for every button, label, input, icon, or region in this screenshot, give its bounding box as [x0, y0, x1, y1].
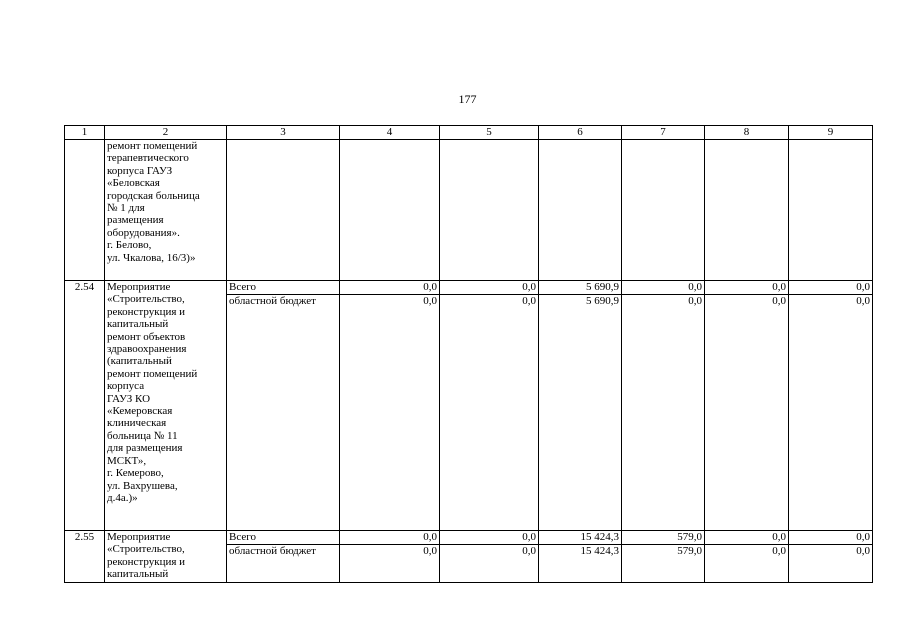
- value-cell: 0,0: [340, 295, 440, 309]
- value-cell: 15 424,3: [539, 545, 622, 559]
- empty-cell: [440, 559, 539, 583]
- funding-source-cell: областной бюджет: [227, 295, 340, 309]
- description-line: ГАУЗ КО: [107, 392, 151, 405]
- budget-table: [64, 125, 873, 583]
- column-header: 1: [65, 126, 105, 140]
- column-header: 4: [340, 126, 440, 140]
- description-line: здравоохранения: [107, 343, 187, 356]
- description-line: Мероприятие: [107, 281, 171, 293]
- page-number: 177: [458, 92, 477, 106]
- column-number-row: [65, 126, 873, 140]
- description-line: для размещения: [107, 442, 183, 455]
- value-cell: 0,0: [789, 295, 873, 309]
- description-line: капитальный: [107, 568, 169, 581]
- value-cell: 0,0: [705, 545, 789, 559]
- column-header: 7: [622, 126, 705, 140]
- value-cell: 0,0: [440, 545, 539, 559]
- description-cell: [105, 281, 227, 531]
- description-line: ул. Чкалова, 16/3)»: [107, 251, 196, 264]
- empty-cell: [622, 559, 705, 583]
- description-line: ул. Вахрушева,: [107, 479, 178, 492]
- value-cell: 0,0: [789, 531, 873, 545]
- empty-cell: [539, 140, 622, 281]
- value-cell: 0,0: [789, 545, 873, 559]
- description-line: (капитальный: [107, 355, 172, 368]
- continuation-row: [65, 140, 873, 281]
- funding-source-cell: областной бюджет: [227, 545, 340, 559]
- value-cell: 5 690,9: [539, 295, 622, 309]
- description-line: реконструкция и: [107, 555, 186, 568]
- funding-source-cell: Всего: [227, 281, 340, 295]
- description-line: МСКТ»,: [107, 454, 147, 467]
- value-cell: 0,0: [705, 531, 789, 545]
- empty-cell: [340, 559, 440, 583]
- description-cell: [105, 531, 227, 583]
- empty-cell: [340, 140, 440, 281]
- value-cell: 0,0: [622, 281, 705, 295]
- value-cell: 0,0: [789, 281, 873, 295]
- value-cell: 0,0: [440, 295, 539, 309]
- value-cell: 0,0: [705, 281, 789, 295]
- description-line: капитальный: [107, 318, 169, 331]
- column-header: 9: [789, 126, 873, 140]
- empty-cell: [705, 140, 789, 281]
- row-number-cell: 2.55: [65, 531, 105, 583]
- empty-cell: [539, 559, 622, 583]
- description-line: «Строительство,: [107, 543, 185, 556]
- value-cell: 0,0: [622, 295, 705, 309]
- description-line: «Кемеровская: [107, 405, 173, 418]
- empty-cell: [440, 309, 539, 531]
- description-line: оборудования».: [107, 226, 180, 239]
- description-line: размещения: [107, 214, 164, 227]
- empty-cell: [622, 309, 705, 531]
- description-line: клиническая: [107, 417, 167, 430]
- empty-cell: [789, 140, 873, 281]
- description-line: больница № 11: [107, 429, 178, 442]
- empty-cell: [227, 559, 340, 583]
- table-row: [65, 281, 873, 295]
- empty-cell: [440, 140, 539, 281]
- value-cell: 0,0: [340, 531, 440, 545]
- column-header: 8: [705, 126, 789, 140]
- value-cell: 5 690,9: [539, 281, 622, 295]
- row-number-cell: 2.54: [65, 281, 105, 531]
- description-line: корпуса: [107, 380, 145, 393]
- funding-source-cell: Всего: [227, 531, 340, 545]
- value-cell: 579,0: [622, 545, 705, 559]
- description-line: ремонт объектов: [107, 330, 186, 343]
- empty-cell: [705, 559, 789, 583]
- column-header: 6: [539, 126, 622, 140]
- description-line: корпуса ГАУЗ: [107, 164, 173, 177]
- description-line: «Беловская: [107, 177, 160, 190]
- description-line: д.4а.)»: [107, 491, 138, 504]
- column-header: 2: [105, 126, 227, 140]
- value-cell: 579,0: [622, 531, 705, 545]
- empty-cell: [340, 309, 440, 531]
- description-line: № 1 для: [107, 202, 145, 215]
- empty-cell: [227, 140, 340, 281]
- empty-cell: [622, 140, 705, 281]
- description-cell: [105, 140, 227, 281]
- table-row: [65, 531, 873, 545]
- description-line: г. Кемерово,: [107, 467, 164, 480]
- empty-cell: [227, 309, 340, 531]
- column-header: 3: [227, 126, 340, 140]
- description-line: Мероприятие: [107, 531, 171, 543]
- value-cell: 0,0: [440, 531, 539, 545]
- value-cell: 0,0: [440, 281, 539, 295]
- value-cell: 0,0: [705, 295, 789, 309]
- value-cell: 0,0: [340, 545, 440, 559]
- description-line: терапевтического: [107, 152, 189, 165]
- description-line: реконструкция и: [107, 305, 186, 318]
- description-line: городская больница: [107, 189, 200, 202]
- row-number-cell: [65, 140, 105, 281]
- empty-cell: [789, 559, 873, 583]
- description-line: ремонт помещений: [107, 367, 198, 380]
- empty-cell: [539, 309, 622, 531]
- description-line: ремонт помещений: [107, 140, 198, 152]
- description-line: г. Белово,: [107, 239, 152, 252]
- column-header: 5: [440, 126, 539, 140]
- empty-cell: [789, 309, 873, 531]
- value-cell: 0,0: [340, 281, 440, 295]
- description-line: «Строительство,: [107, 293, 185, 306]
- empty-cell: [705, 309, 789, 531]
- value-cell: 15 424,3: [539, 531, 622, 545]
